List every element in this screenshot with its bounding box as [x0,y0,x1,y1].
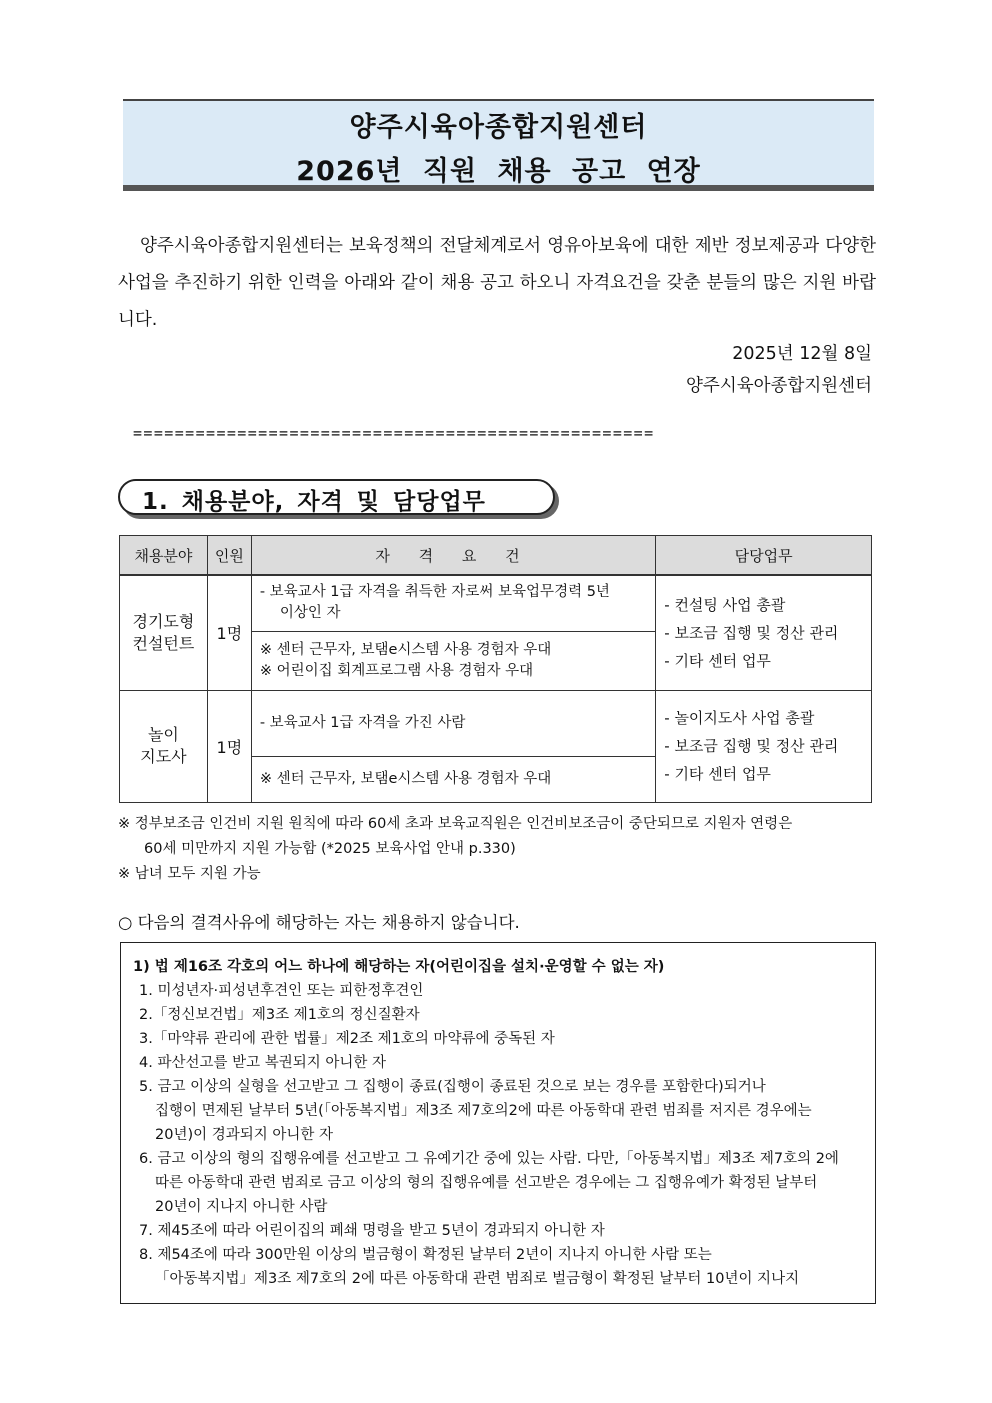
requirement-line: - 보육교사 1급 자격을 취득한 자로써 보육업무경력 5년 [259,584,610,601]
table-row [120,575,872,631]
field-line: 지도사 [140,747,187,766]
note-line: ※ 정부보조금 인건비 지원 원칙에 따라 60세 초과 보육교직원은 인건비보조금이 중단되므로 지원자 연령은 [118,816,793,832]
requirement-line: - 보육교사 1급 자격을 가진 사람 [259,714,466,731]
header-field: 채용분야 [120,536,208,576]
count-cell: 1명 [207,690,251,802]
exclusion-title: ○ 다음의 결격사유에 해당하는 자는 채용하지 않습니다. [118,913,520,932]
duty-cell [656,575,872,690]
list-item-continued: 집행이 면제된 날부터 5년(「아동복지법」제3조 제7호의2에 따른 아동학대 관련 범죄를 저지른 경우에는 [155,1103,812,1119]
requirement-line: 이상인 자 [279,605,341,622]
field-consultant [120,575,208,690]
list-item-continued: 따른 아동학대 관련 범죄로 금고 이상의 형의 집행유예를 선고받은 경우에는 그 집행유예가 확정된 날부터 [155,1175,818,1191]
duty-line: - 기타 센터 업무 [664,651,771,670]
title-line-2: 2026년 직원 채용 공고 연장 [296,156,701,187]
organization-name: 양주시육아종합지원센터 [686,376,872,396]
requirement-cell [251,575,655,631]
list-item: 6. 금고 이상의 형의 집행유예를 선고받고 그 유예기간 중에 있는 사람. 다만,「아동복지법」제3조 제7호의 2에 [139,1151,839,1167]
list-item: 2.「정신보건법」제3조 제1호의 정신질환자 [139,1007,420,1023]
field-play-instructor [120,690,208,802]
header-requirements: 자 격 요 건 [251,536,655,576]
disqualification-box [120,942,876,1304]
preference-line: ※ 어린이집 회계프로그램 사용 경험자 우대 [259,662,534,679]
note-line: ※ 남녀 모두 지원 가능 [118,866,261,882]
preference-cell [251,631,655,690]
duty-line: - 컨설팅 사업 총괄 [664,595,786,614]
announcement-date: 2025년 12월 8일 [732,344,872,364]
list-item-continued: 「아동복지법」제3조 제7호의 2에 따른 아동학대 관련 범죄로 벌금형이 확정된 날부터 10년이 지나지 [155,1271,800,1287]
preference-cell [251,756,655,802]
field-line: 컨설턴트 [132,633,195,653]
intro-paragraph [118,228,876,339]
table-header-row [120,536,872,576]
table-row [120,690,872,756]
list-item: 1. 미성년자·피성년후견인 또는 피한정후견인 [139,983,424,999]
duty-cell [656,690,872,802]
list-item: 7. 제45조에 따라 어린이집의 폐쇄 명령을 받고 5년이 경과되지 아니한 자 [139,1223,605,1239]
header-count: 인원 [207,536,251,576]
duty-line: - 보조금 집행 및 정산 관리 [664,623,839,642]
title-box [123,99,874,191]
duty-line: - 놀이지도사 사업 총괄 [664,709,815,727]
preference-line: ※ 센터 근무자, 보탬e시스템 사용 경험자 우대 [259,641,552,658]
list-item: 4. 파산선고를 받고 복권되지 아니한 자 [139,1055,386,1071]
duty-line: - 보조금 집행 및 정산 관리 [664,737,839,755]
duty-line: - 기타 센터 업무 [664,765,771,783]
list-item: 3.「마약류 관리에 관한 법률」제2조 제1호의 마약류에 중독된 자 [139,1031,555,1047]
list-item: 5. 금고 이상의 실형을 선고받고 그 집행이 종료(집행이 종료된 것으로 보는 경우를 포함한다)되거나 [139,1079,766,1095]
preference-line: ※ 센터 근무자, 보탬e시스템 사용 경험자 우대 [259,770,552,787]
box-heading: 1) 법 제16조 각호의 어느 하나에 해당하는 자(어린이집을 설치·운영할 수 없는 자) [133,959,665,975]
list-item-continued: 20년이 지나지 아니한 사람 [155,1199,328,1215]
header-duties: 담당업무 [656,536,872,576]
title-line-1: 양주시육아종합지원센터 [349,112,648,143]
field-line: 경기도형 [132,611,195,631]
count-cell: 1명 [207,575,251,690]
section-heading [118,479,555,515]
requirement-cell [251,690,655,756]
notes [118,812,878,887]
intro-text: 양주시육아종합지원센터는 보육정책의 전달체계로서 영유아보육에 대한 제반 정보제공과 다양한 사업을 추진하기 위한 인력을 아래와 같이 채용 공고 하오니 자격요건을 갖춘 분들의 많은 지원 바랍니다. [118,236,876,330]
section-heading-text: 1. 채용분야, 자격 및 담당업무 [142,489,486,515]
field-line: 놀이 [147,725,179,744]
list-item-continued: 20년)이 경과되지 아니한 자 [155,1127,334,1143]
list-item: 8. 제54조에 따라 300만원 이상의 벌금형이 확정된 날부터 2년이 지나지 아니한 사람 또는 [139,1247,712,1263]
recruitment-table [119,535,872,803]
note-line: 60세 미만까지 지원 가능함 (*2025 보육사업 안내 p.330) [144,841,516,857]
separator-line: ================================================== [133,424,655,442]
